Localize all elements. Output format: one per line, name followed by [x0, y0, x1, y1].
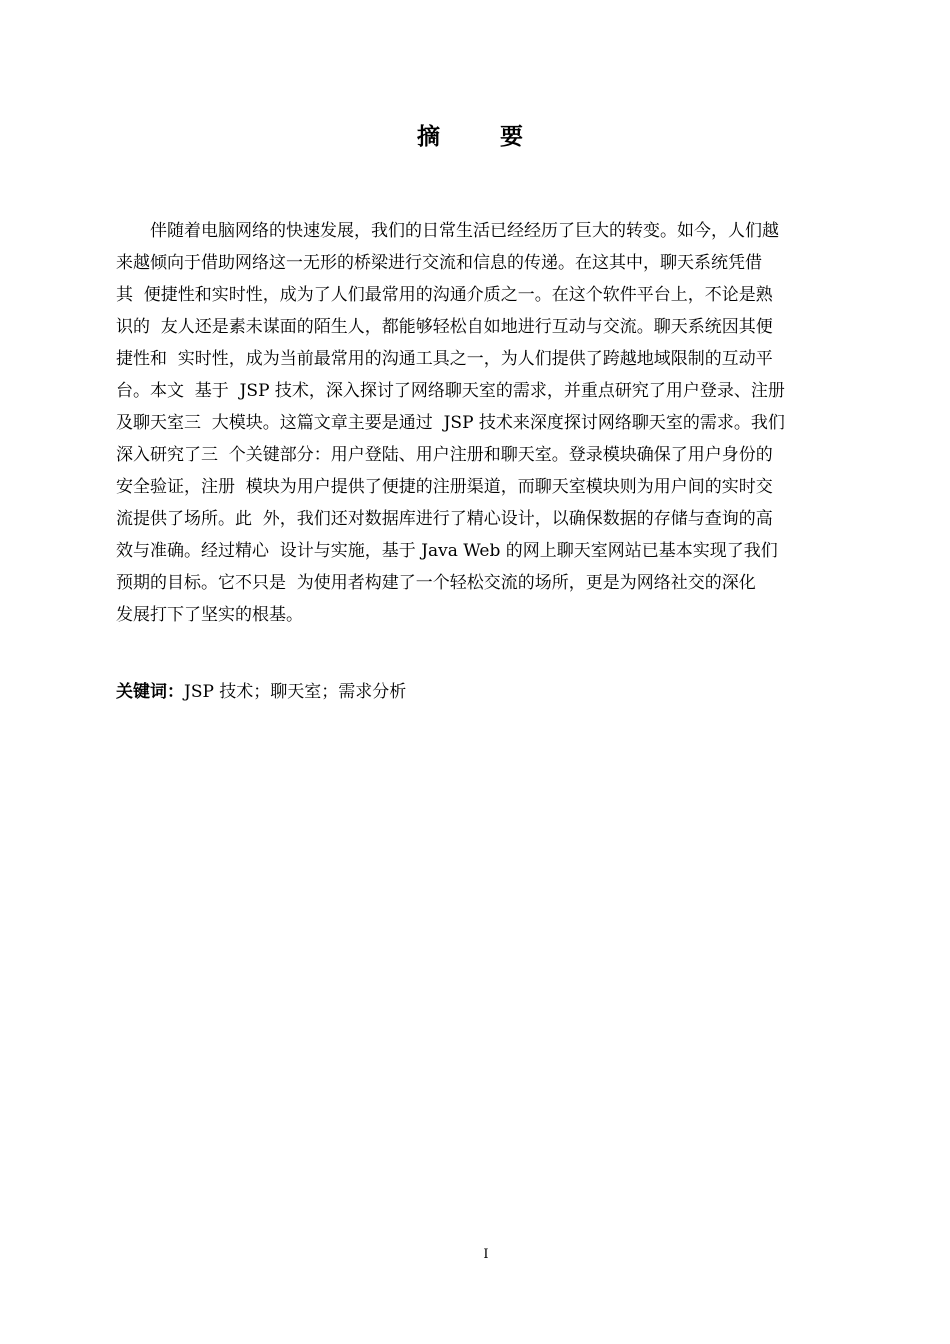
page-number: I — [483, 1247, 489, 1262]
abstract-line: 台。本文 基于 JSP 技术，深入探讨了网络聊天室的需求，并重点研究了用户登录、注册 — [116, 381, 785, 401]
abstract-line: 深入研究了三 个关键部分：用户登陆、用户注册和聊天室。登录模块确保了用户身份的 — [116, 445, 773, 465]
abstract-line: 发展打下了坚实的根基。 — [116, 605, 303, 625]
abstract-line: 效与准确。经过精心 设计与实施，基于 Java Web 的网上聊天室网站已基本实现了我们 — [116, 541, 778, 561]
abstract-line: 识的 友人还是素未谋面的陌生人，都能够轻松自如地进行互动与交流。聊天系统因其便 — [116, 317, 773, 337]
abstract-line: 预期的目标。它不只是 为使用者构建了一个轻松交流的场所，更是为网络社交的深化 — [116, 573, 756, 593]
abstract-body — [116, 215, 852, 631]
abstract-line: 来越倾向于借助网络这一无形的桥梁进行交流和信息的传递。在这其中，聊天系统凭借 — [116, 253, 762, 273]
abstract-line: 流提供了场所。此 外，我们还对数据库进行了精心设计，以确保数据的存储与查询的高 — [116, 509, 773, 529]
keywords-line — [116, 676, 406, 708]
abstract-line: 伴随着电脑网络的快速发展，我们的日常生活已经经历了巨大的转变。如今，人们越 — [150, 221, 779, 241]
keywords-label: 关键词： — [116, 682, 184, 702]
abstract-line: 安全验证，注册 模块为用户提供了便捷的注册渠道，而聊天室模块则为用户间的实时交 — [116, 477, 773, 497]
abstract-line: 其 便捷性和实时性，成为了人们最常用的沟通介质之一。在这个软件平台上，不论是熟 — [116, 285, 773, 305]
abstract-heading: 摘 要 — [416, 124, 549, 150]
abstract-line: 及聊天室三 大模块。这篇文章主要是通过 JSP 技术来深度探讨网络聊天室的需求。我们 — [116, 413, 785, 433]
keywords-value: JSP 技术；聊天室；需求分析 — [184, 682, 407, 702]
abstract-line: 捷性和 实时性，成为当前最常用的沟通工具之一，为人们提供了跨越地域限制的互动平 — [116, 349, 773, 369]
